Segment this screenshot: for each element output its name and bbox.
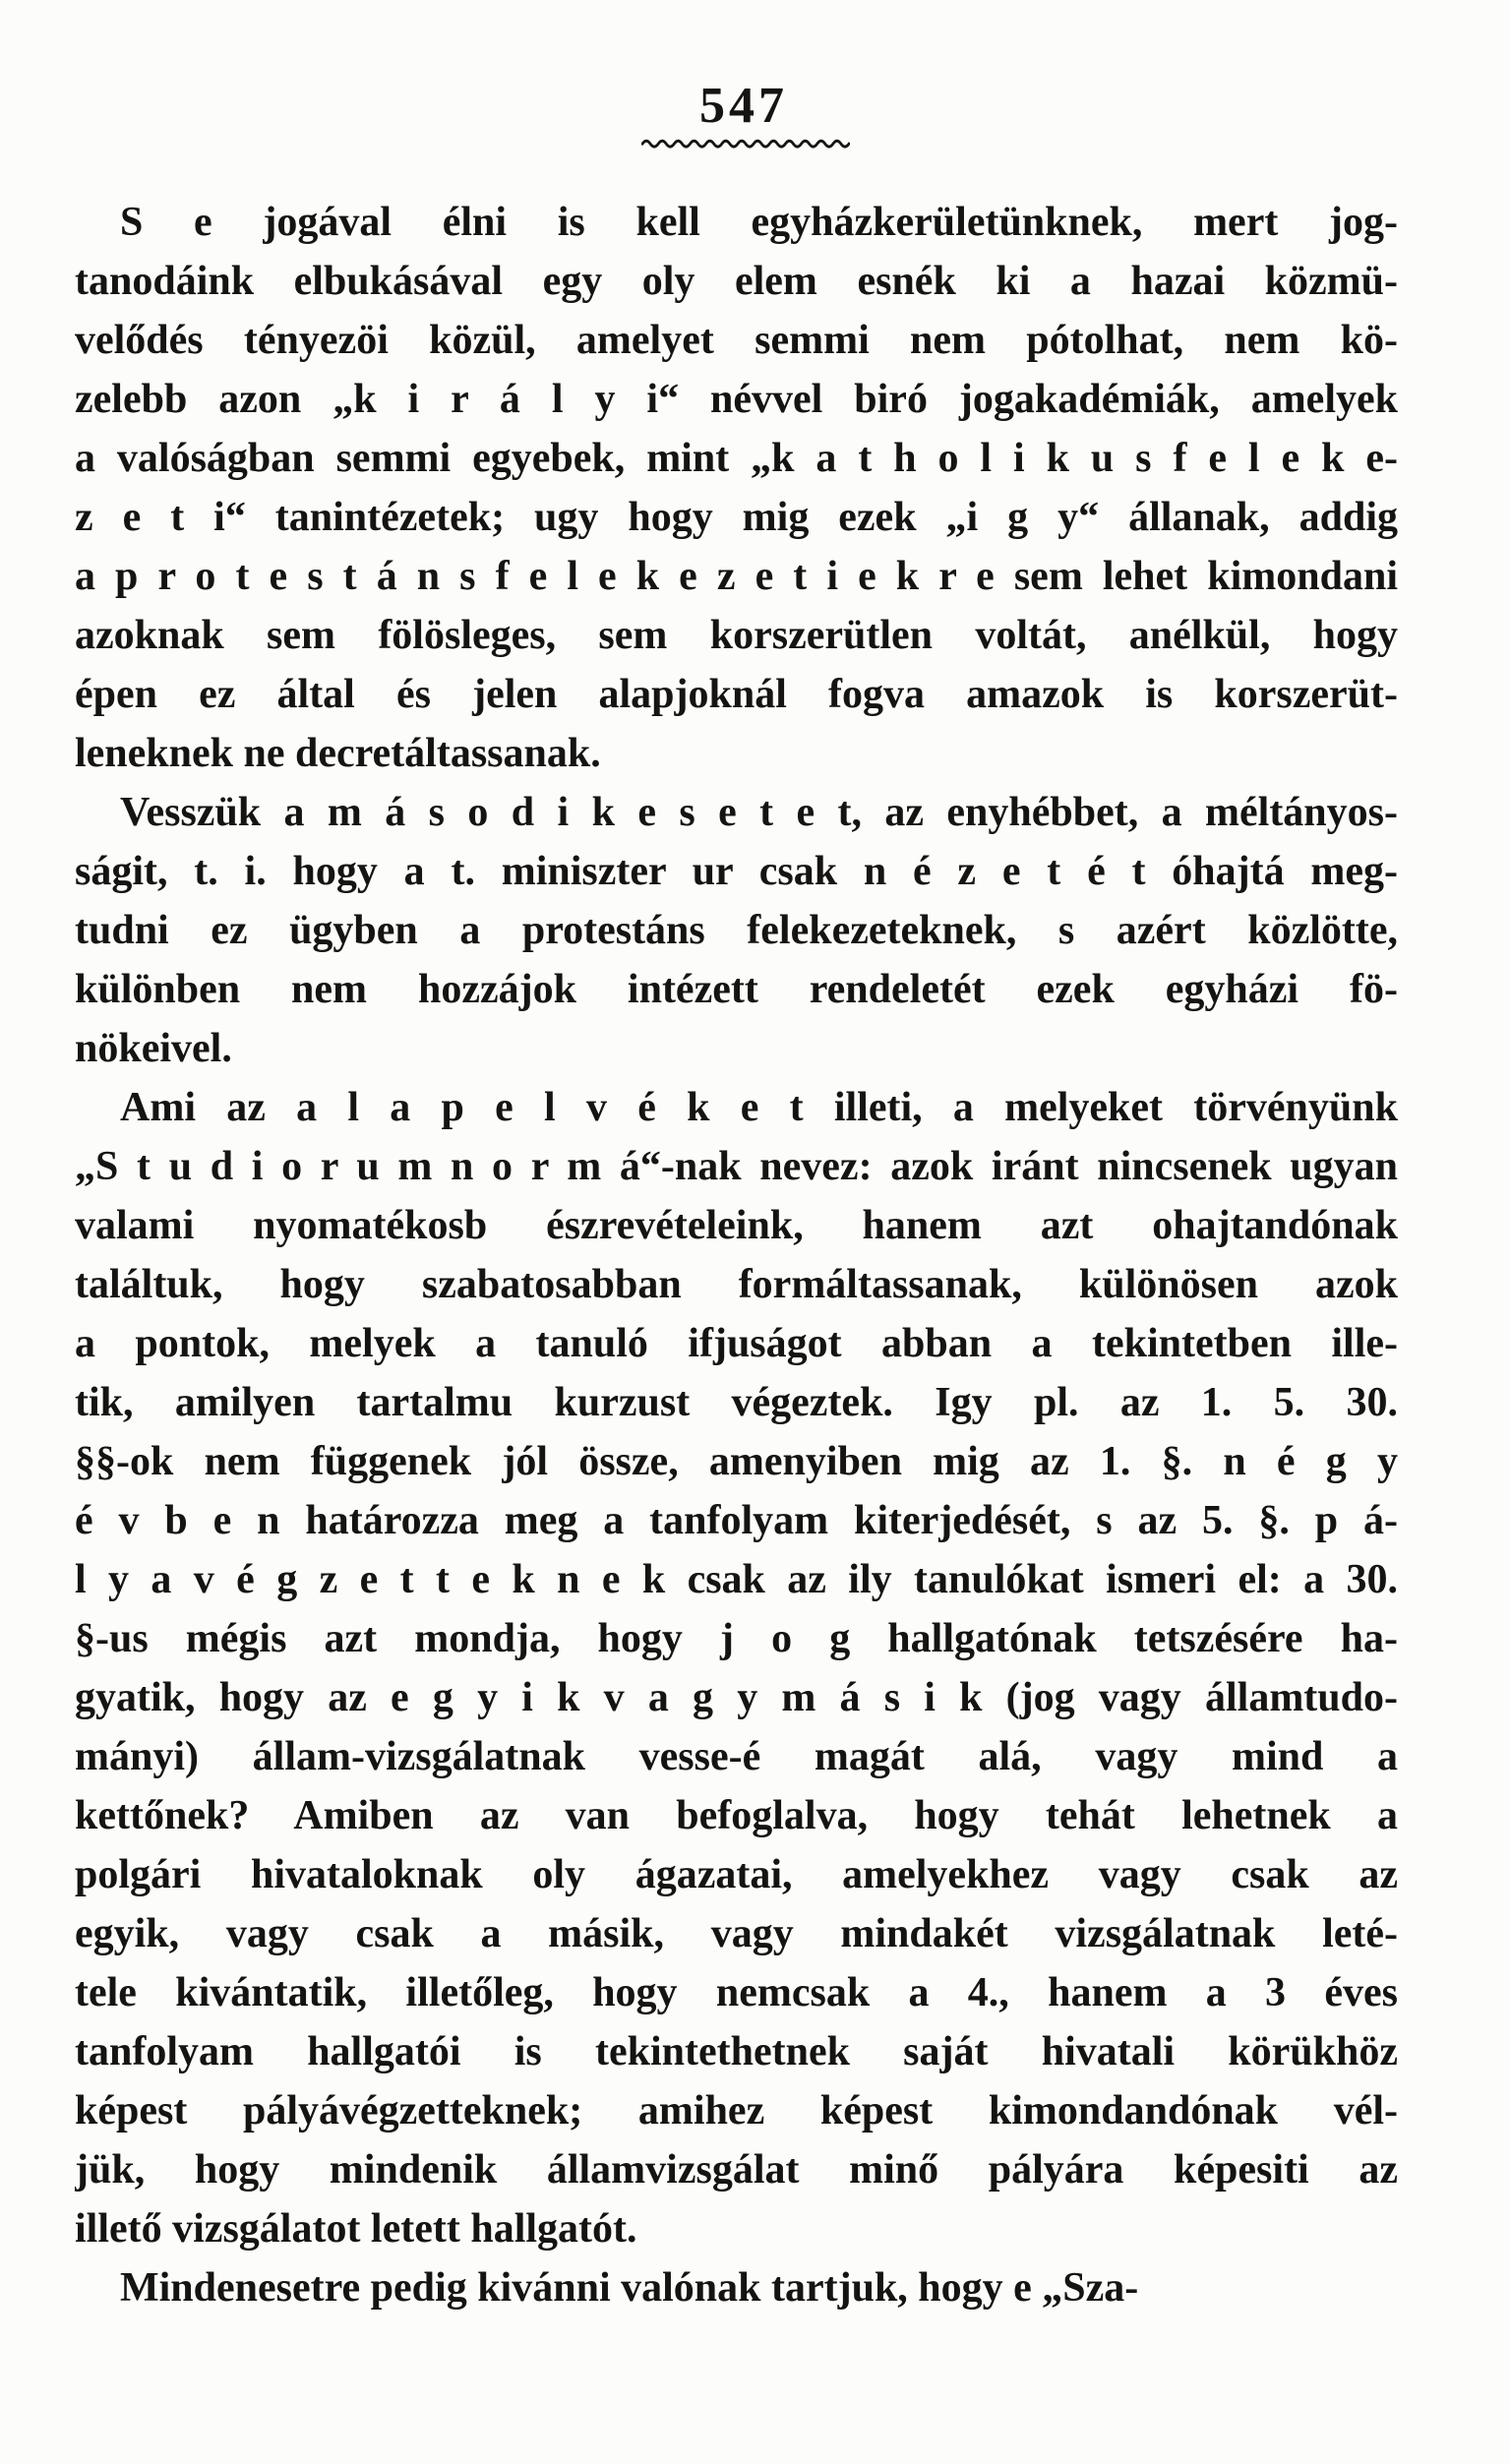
text-line: §-us mégis azt mondja, hogy j o g hallgatónak tetszésére ha- bbox=[75, 1616, 1398, 1661]
text-line: é v b e n határozza meg a tanfolyam kiterjedését, s az 5. §. p á- bbox=[75, 1498, 1398, 1543]
text-line: Mindenesetre pedig kivánni valónak tartjuk, hogy e „Sza- bbox=[120, 2265, 1139, 2311]
text-line: leneknek ne decretáltassanak. bbox=[75, 731, 601, 776]
text-line: illető vizsgálatot letett hallgatót. bbox=[75, 2206, 637, 2252]
text-line: valami nyomatékosb észrevételeink, hanem azt ohajtandónak bbox=[75, 1203, 1398, 1248]
text-line: egyik, vagy csak a másik, vagy mindakét vizsgálatnak leté- bbox=[75, 1911, 1398, 1956]
text-line: Vesszük a m á s o d i k e s e t e t, az enyhébbet, a méltányos- bbox=[120, 790, 1398, 835]
text-line: képest pályávégzetteknek; amihez képest kimondandónak vél- bbox=[75, 2088, 1398, 2133]
body-text bbox=[75, 193, 1398, 2317]
text-line: a pontok, melyek a tanuló ifjuságot abban a tekintetben ille- bbox=[75, 1321, 1398, 1366]
text-line: §§-ok nem függenek jól össze, amenyiben mig az 1. §. n é g y bbox=[75, 1439, 1398, 1484]
text-line: gyatik, hogy az e g y i k v a g y m á s i k (jog vagy államtudo- bbox=[75, 1675, 1398, 1720]
page-number: 547 bbox=[699, 78, 788, 134]
text-line: tudni ez ügyben a protestáns felekezeteknek, s azért közlötte, bbox=[75, 908, 1398, 953]
text-line: a valóságban semmi egyebek, mint „k a t h o l i k u s f e l e k e- bbox=[75, 436, 1398, 481]
text-line: jük, hogy mindenik államvizsgálat minő pályára képesiti az bbox=[75, 2147, 1398, 2193]
text-line: ságit, t. i. hogy a t. miniszter ur csak n é z e t é t óhajtá meg- bbox=[75, 849, 1398, 894]
text-line: nökeivel. bbox=[75, 1026, 232, 1071]
text-line: különben nem hozzájok intézett rendeletét ezek egyházi fö- bbox=[75, 967, 1398, 1012]
text-line: találtuk, hogy szabatosabban formáltassanak, különösen azok bbox=[75, 1262, 1398, 1307]
text-line: kettőnek? Amiben az van befoglalva, hogy tehát lehetnek a bbox=[75, 1793, 1398, 1838]
text-line: tanfolyam hallgatói is tekintethetnek saját hivatali körükhöz bbox=[75, 2029, 1398, 2074]
text-line: tele kivántatik, illetőleg, hogy nemcsak a 4., hanem a 3 éves bbox=[75, 1970, 1398, 2015]
text-line: z e t i“ tanintézetek; ugy hogy mig ezek „i g y“ állanak, addig bbox=[75, 495, 1398, 540]
text-line: „S t u d i o r u m n o r m á“-nak nevez: azok iránt nincsenek ugyan bbox=[75, 1144, 1398, 1189]
text-line: tanodáink elbukásával egy oly elem esnék ki a hazai közmü- bbox=[75, 259, 1398, 304]
text-line: azoknak sem fölösleges, sem korszerütlen voltát, anélkül, hogy bbox=[75, 613, 1398, 658]
text-line: zelebb azon „k i r á l y i“ névvel biró jogakadémiák, amelyek bbox=[75, 377, 1398, 422]
text-line: l y a v é g z e t t e k n e k csak az ily tanulókat ismeri el: a 30. bbox=[75, 1557, 1398, 1602]
text-line: S e jogával élni is kell egyházkerületünknek, mert jog- bbox=[120, 200, 1398, 245]
text-line: velődés tényezöi közül, amelyet semmi nem pótolhat, nem kö- bbox=[75, 318, 1398, 363]
text-line: a p r o t e s t á n s f e l e k e z e t i e k r e sem lehet kimondani bbox=[75, 554, 1398, 599]
text-line: épen ez által és jelen alapjoknál fogva amazok is korszerüt- bbox=[75, 672, 1398, 717]
wavy-divider bbox=[641, 136, 850, 150]
text-line: tik, amilyen tartalmu kurzust végeztek. Igy pl. az 1. 5. 30. bbox=[75, 1380, 1398, 1425]
text-line: polgári hivataloknak oly ágazatai, amelyekhez vagy csak az bbox=[75, 1852, 1398, 1897]
text-line: mányi) állam-vizsgálatnak vesse-é magát alá, vagy mind a bbox=[75, 1734, 1398, 1779]
text-line: Ami az a l a p e l v é k e t illeti, a melyeket törvényünk bbox=[120, 1085, 1398, 1130]
